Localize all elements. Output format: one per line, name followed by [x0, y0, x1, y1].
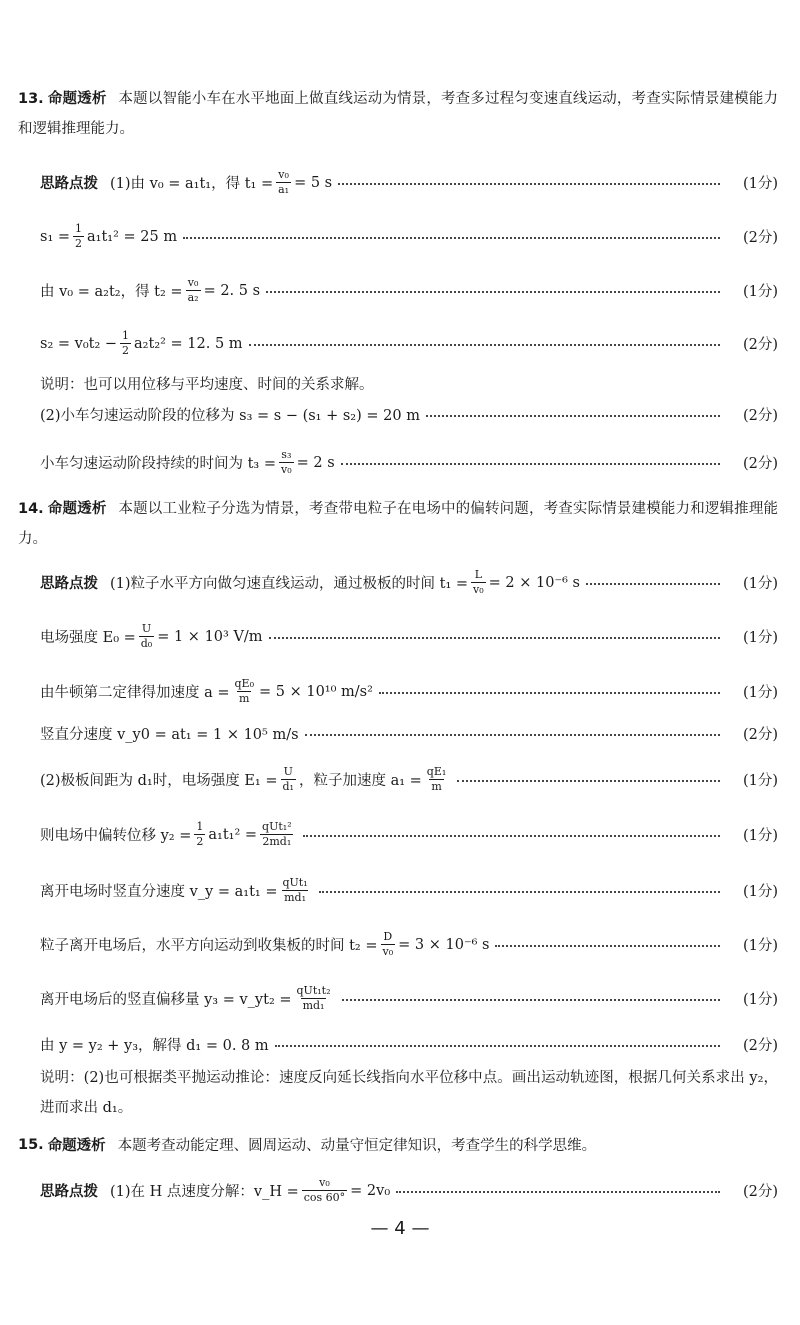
score: (1分) [742, 938, 778, 954]
fraction: $\frac{U}{\text{d₀}}$ [140, 622, 153, 650]
q13-line-2 [40, 222, 778, 251]
fraction: $\frac{L}{\text{v₀}}$ [473, 568, 484, 596]
q14-label: 命题透析 [47, 501, 107, 517]
eq-text: 竖直分速度 v_y0 = at₁ = 1 × 10⁵ m/s [40, 727, 299, 743]
eq-text: 离开电场后的竖直偏移量 y₃ = v_yt₂ = [40, 992, 292, 1008]
q13-intro-text: 本题以智能小车在水平地面上做直线运动为情景，考查多过程匀变速直线运动，考查实际情景建模能力和逻辑推理能力。 [18, 91, 778, 137]
leader-dots [457, 778, 720, 782]
score: (2分) [742, 408, 778, 424]
q14-line-1 [40, 568, 778, 597]
score: (1分) [742, 176, 778, 192]
score: (1分) [742, 828, 778, 844]
leader-dots [303, 833, 720, 837]
note-text: 说明：也可以用位移与平均速度、时间的关系求解。 [40, 377, 374, 393]
fraction: $\frac{\text{v₀}}{\text{a₂}}$ [187, 276, 199, 304]
q13-line-3 [40, 276, 778, 305]
q14-intro [18, 494, 778, 554]
eq-text: 小车匀速运动阶段持续的时间为 t₃ = [40, 456, 277, 472]
eq-text: = 5 s [294, 174, 333, 191]
leader-dots [342, 997, 721, 1001]
q13-line-6 [40, 448, 778, 477]
eq-text: = 1 × 10³ V/m [157, 628, 263, 645]
leader-dots [275, 1043, 720, 1047]
eq-text: s₁ = [40, 228, 71, 245]
leader-dots [269, 635, 720, 639]
score: (2分) [742, 337, 778, 353]
q13-intro [18, 84, 778, 144]
eq-text: ，粒子加速度 a₁ = [298, 773, 422, 789]
q14-line-7 [40, 876, 778, 905]
eq-text: (1)粒子水平方向做匀速直线运动，通过极板的时间 t₁ = [110, 576, 469, 592]
q15-label: 命题透析 [47, 1138, 106, 1154]
eq-text: = 3 × 10⁻⁶ s [398, 936, 490, 953]
q14-line-10 [40, 1034, 778, 1055]
q14-line-2 [40, 622, 778, 651]
eq-text: = 5 × 10¹⁰ m/s² [259, 683, 373, 700]
eq-text: = 2v₀ [350, 1182, 391, 1199]
page-number: — 4 — [370, 1218, 430, 1239]
leader-dots [249, 342, 720, 346]
q13-note [40, 373, 778, 394]
q13-number: 13. [18, 91, 44, 107]
q15-hint-label: 思路点拨 [40, 1184, 98, 1200]
score: (2分) [742, 1038, 778, 1054]
score: (1分) [742, 992, 778, 1008]
score: (1分) [742, 773, 778, 789]
eq-text: s₂ = v₀t₂ − [40, 335, 118, 352]
score: (2分) [742, 230, 778, 246]
eq-text: a₁t₁² = [208, 826, 258, 843]
eq-text: = 2 × 10⁻⁶ s [488, 574, 580, 591]
fraction: $\frac{\text{v₀}}{\text{a₁}}$ [278, 168, 290, 196]
eq-text: (2)小车匀速运动阶段的位移为 s₃ = s − (s₁ + s₂) = 20 m [40, 408, 420, 424]
fraction: $\frac{\text{qUt₁²}}{\text{2md₁}}$ [262, 820, 292, 848]
fraction: $\frac{U}{\text{d₁}}$ [282, 765, 294, 793]
q14-line-5 [40, 765, 778, 794]
score: (2分) [742, 727, 778, 743]
leader-dots [426, 413, 720, 417]
fraction: $\frac{\text{qUt₁}}{\text{md₁}}$ [282, 876, 308, 904]
fraction: $\frac{\text{qUt₁t₂}}{\text{md₁}}$ [296, 984, 331, 1012]
leader-dots [379, 690, 720, 694]
q14-line-4 [40, 723, 778, 744]
fraction: $\frac{D}{\text{v₀}}$ [382, 930, 394, 958]
q14-number: 14. [18, 501, 44, 517]
q14-intro-text: 本题以工业粒子分选为情景，考查带电粒子在电场中的偏转问题，考查实际情景建模能力和逻辑推理能力。 [18, 501, 778, 547]
eq-text: (1)由 v₀ = a₁t₁，得 t₁ = [110, 176, 274, 192]
fraction: $\frac{\text{qE₀}}{m}$ [234, 677, 254, 705]
q14-line-9 [40, 984, 778, 1013]
score: (1分) [742, 576, 778, 592]
eq-text: 则电场中偏转位移 y₂ = [40, 828, 192, 844]
eq-text: 由牛顿第二定律得加速度 a = [40, 685, 230, 701]
eq-text: (1)在 H 点速度分解：v_H = [110, 1184, 299, 1200]
eq-text: 由 v₀ = a₂t₂，得 t₂ = [40, 284, 183, 300]
score: (1分) [742, 685, 778, 701]
q14-line-6 [40, 820, 778, 849]
fraction: $\frac{\text{v₀}}{\cos 60^\circ}$ [303, 1176, 346, 1204]
score: (2分) [742, 456, 778, 472]
leader-dots [266, 289, 720, 293]
fraction: $\frac{1}{2}$ [122, 329, 130, 357]
leader-dots [495, 943, 720, 947]
score: (1分) [742, 284, 778, 300]
q13-hint-label: 思路点拨 [40, 176, 98, 192]
q15-line-1 [40, 1176, 778, 1205]
q15-number: 15. [18, 1136, 44, 1153]
q15-intro-text: 本题考查动能定理、圆周运动、动量守恒定律知识，考查学生的科学思维。 [117, 1138, 597, 1154]
leader-dots [183, 235, 720, 239]
leader-dots [586, 581, 720, 585]
fraction: $\frac{\text{qE₁}}{m}$ [426, 765, 447, 793]
q13-label: 命题透析 [47, 91, 107, 107]
eq-text: 离开电场时竖直分速度 v_y = a₁t₁ = [40, 884, 278, 900]
leader-dots [396, 1189, 720, 1193]
q14-hint-label: 思路点拨 [40, 576, 98, 592]
eq-text: 由 y = y₂ + y₃，解得 d₁ = 0. 8 m [40, 1038, 269, 1054]
eq-text: a₁t₁² = 25 m [87, 228, 178, 245]
note-text: 说明：(2)也可根据类平抛运动推论：速度反向延长线指向水平位移中点。画出运动轨迹图，根据几何关系求出 y₂，进而求出 d₁。 [40, 1070, 778, 1116]
leader-dots [319, 889, 720, 893]
q15-intro [18, 1134, 778, 1155]
fraction: $\frac{1}{2}$ [196, 820, 204, 848]
leader-dots [338, 181, 720, 185]
eq-text: (2)极板间距为 d₁时，电场强度 E₁ = [40, 773, 278, 789]
eq-text: a₂t₂² = 12. 5 m [134, 335, 243, 352]
q13-line-4 [40, 329, 778, 358]
score: (1分) [742, 630, 778, 646]
score: (1分) [742, 884, 778, 900]
fraction: $\frac{1}{2}$ [75, 222, 83, 250]
leader-dots [341, 461, 720, 465]
eq-text: 电场强度 E₀ = [40, 630, 136, 646]
q13-line-5 [40, 404, 778, 425]
q14-line-8 [40, 930, 778, 959]
eq-text: 粒子离开电场后，水平方向运动到收集板的时间 t₂ = [40, 938, 378, 954]
q14-note [40, 1063, 778, 1123]
q14-line-3 [40, 677, 778, 706]
q13-line-1 [40, 168, 778, 197]
eq-text: = 2 s [296, 454, 335, 471]
eq-text: = 2. 5 s [203, 282, 261, 299]
leader-dots [305, 732, 720, 736]
fraction: $\frac{\text{s₃}}{\text{v₀}}$ [281, 448, 292, 476]
score: (2分) [742, 1184, 778, 1200]
